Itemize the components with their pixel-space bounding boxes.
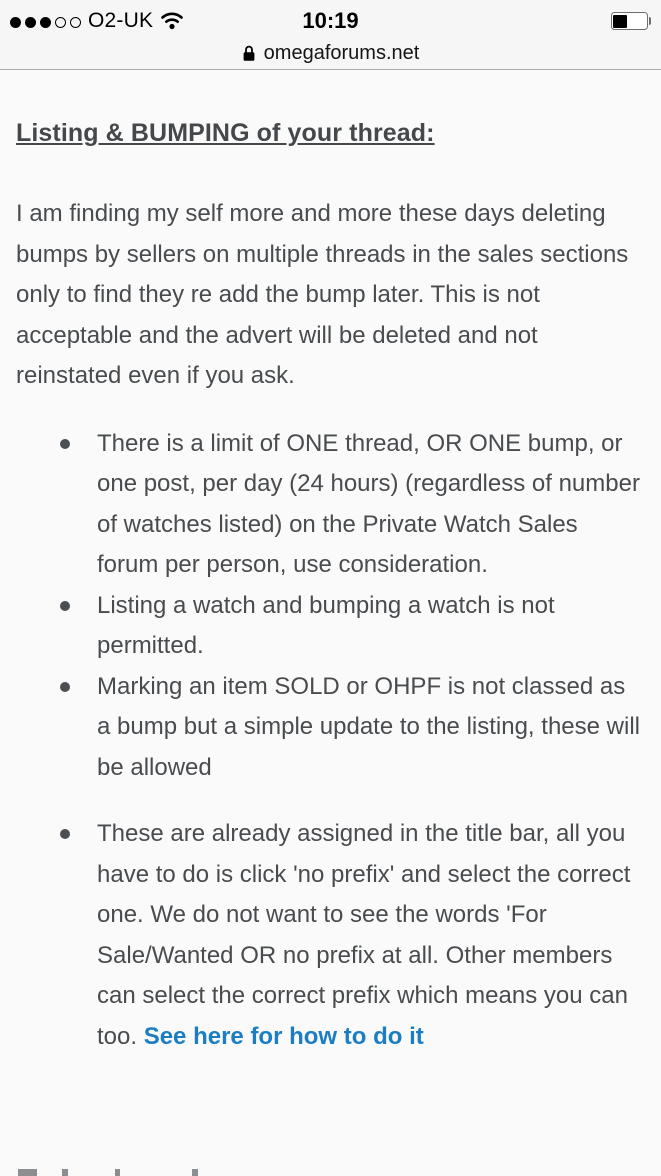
- status-row: [0, 0, 661, 42]
- clipped-letter-top: [115, 1169, 120, 1176]
- carrier-label: O2-UK: [88, 9, 154, 32]
- bump-rules-list: [16, 424, 645, 789]
- ios-status-bar: [0, 0, 661, 70]
- clipped-next-heading: [0, 1169, 661, 1176]
- list-item: [16, 814, 645, 1057]
- battery-fill: [613, 15, 627, 28]
- see-here-link[interactable]: See here for how to do it: [143, 1022, 424, 1050]
- clipped-letter-top: [192, 1169, 198, 1176]
- clipped-letter-top: [62, 1169, 68, 1176]
- list-item: Listing a watch and bumping a watch is not permitted.: [16, 586, 645, 667]
- list-item: Marking an item SOLD or OHPF is not classed as a bump but a simple update to the listing, these will be allowed: [16, 667, 645, 789]
- clock: 10:19: [302, 8, 359, 33]
- prefix-rules-list: [16, 814, 645, 1057]
- safari-address-bar[interactable]: [0, 42, 661, 70]
- list-item: There is a limit of ONE thread, OR ONE bump, or one post, per day (24 hours) (regardless of number of watches listed) on the Private Watch Sales forum per person, use consideration.: [16, 424, 645, 586]
- lock-icon: [242, 44, 256, 67]
- prefix-rule-text: These are already assigned in the title bar, all you have to do is click 'no prefix' and select the correct one. We do not want to see the words 'For Sale/Wanted OR no prefix at all. Other members can select the correct prefix which means you can too.: [97, 820, 631, 1050]
- battery-icon: [611, 12, 652, 30]
- forum-post-content: [0, 118, 661, 1057]
- section-heading: Listing & BUMPING of your thread:: [16, 119, 435, 147]
- intro-paragraph: I am finding my self more and more these days deleting bumps by sellers on multiple threads in the sales sections only to find they re add the bump later. This is not acceptable and the advert will be deleted and not reinstated even if you ask.: [16, 200, 629, 389]
- url-domain[interactable]: omegaforums.net: [263, 42, 420, 64]
- clipped-letter-top: [18, 1169, 37, 1176]
